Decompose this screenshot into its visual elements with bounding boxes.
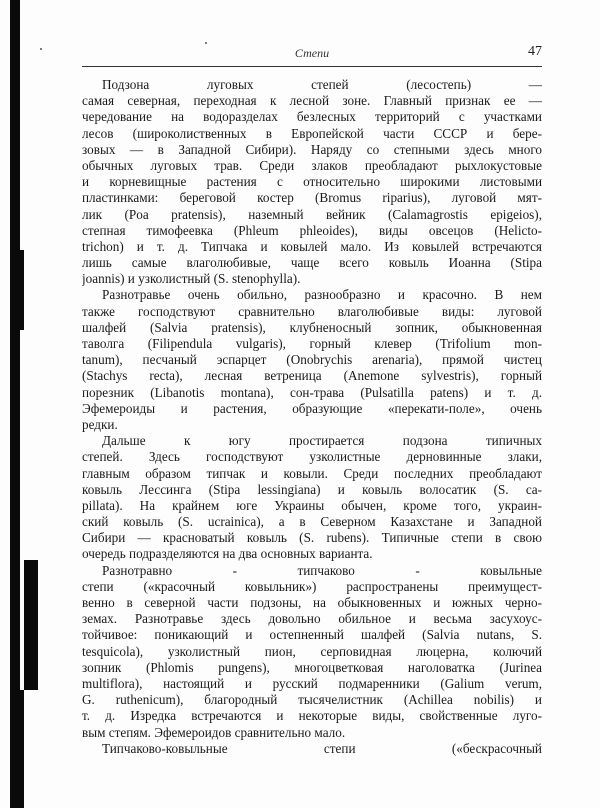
text-line: tesquicola), узколистный пион, серповидная люцерна, колючий bbox=[82, 643, 542, 659]
text-line: обычных луговых трав. Среди злаков преобладают рыхлокустовые bbox=[82, 157, 542, 173]
text-line: самая северная, переходная к лесной зоне. Главный признак ее — bbox=[82, 93, 542, 109]
text-line: шалфей (Salvia pratensis), клубненосный зопник, обыкновенная bbox=[82, 319, 542, 335]
body-text bbox=[82, 77, 542, 757]
text-line: G. ruthenicum), благородный тысячелистник (Achillea nobilis) и bbox=[82, 692, 542, 708]
text-line: Сибири — красноватый ковыль (S. rubens). Типичные степи в свою bbox=[82, 530, 542, 546]
text-line: лик (Poa pratensis), наземный вейник (Calamagrostis epigeios), bbox=[82, 206, 542, 222]
text-line: главным образом типчак и ковыли. Среди последних преобладают bbox=[82, 465, 542, 481]
text-line: вым степям. Эфемероидов сравнительно мало. bbox=[82, 724, 346, 740]
text-line: лишь самые влаголюбивые, чаще всего ковыль Иоанна (Stipa bbox=[82, 255, 542, 271]
text-line: пластинками: береговой костер (Bromus riparius), луговой мят- bbox=[82, 190, 542, 206]
scan-binding-edge bbox=[18, 250, 24, 330]
text-line: ский ковыль (S. ucrainica), а в Северном Казахстане и Западной bbox=[82, 514, 542, 530]
running-title: Степи bbox=[294, 46, 330, 60]
text-line: Типчаково-ковыльные степи («бескрасочный bbox=[102, 740, 542, 756]
text-line: т. д. Изредка встречаются и некоторые виды, свойственные луго- bbox=[82, 708, 542, 724]
text-line: (Stachys recta), лесная ветреница (Anemone sylvestris), горный bbox=[82, 368, 542, 384]
scan-binding-edge bbox=[24, 560, 38, 690]
text-line: тойчивое: поникающий и остепненный шалфей (Salvia nutans, S. bbox=[82, 627, 542, 643]
text-line: trichon) и т. д. Типчака и ковылей мало. Из ковылей встречаются bbox=[82, 238, 542, 254]
text-line: земах. Разнотравье здесь довольно обильное и весьма засухоус- bbox=[82, 611, 542, 627]
text-line: чередование на водоразделах безлесных территорий с участками bbox=[82, 109, 542, 125]
text-line: и корневищные растения с относительно широкими листовыми bbox=[82, 174, 542, 190]
text-line: лесов (широколиственных в Европейской части СССР и бере- bbox=[82, 125, 542, 141]
scan-binding-edge bbox=[10, 0, 20, 808]
text-line: Разнотравно - типчаково - ковыльные bbox=[102, 562, 542, 578]
text-line: венно в северной части подзоны, на обыкновенных и южных черно- bbox=[82, 595, 542, 610]
text-line: ковыль Лессинга (Stipa lessingiana) и ковыль волосатик (S. ca- bbox=[82, 481, 542, 497]
text-line: порезник (Libanotis montana), сон-трава (Pulsatilla patens) и т. д. bbox=[82, 384, 542, 400]
scan-speck bbox=[40, 48, 42, 50]
text-line: степи («красочный ковыльник») распространены преимущест- bbox=[82, 578, 542, 594]
text-line: Разнотравье очень обильно, разнообразно и красочно. В нем bbox=[102, 287, 542, 303]
text-line: Подзона луговых степей (лесостепь) — bbox=[102, 77, 542, 92]
text-line: редки. bbox=[82, 416, 118, 432]
text-line: таволга (Filipendula vulgaris), горный клевер (Trifolium mon- bbox=[82, 336, 542, 351]
page-header bbox=[82, 44, 542, 67]
text-line: степная тимофеевка (Phleum phleoides), виды овсецов (Helicto- bbox=[82, 222, 542, 238]
text-line: зопник (Phlomis pungens), многоцветковая наголоватка (Jurinea bbox=[82, 659, 542, 675]
text-line: степей. Здесь господствуют узколистные дерновинные злаки, bbox=[82, 449, 542, 465]
text-line: зовых — в Западной Сибири). Наряду со степными здесь много bbox=[82, 141, 542, 157]
text-line: pillata). На крайнем юге Украины обычен, кроме того, украин- bbox=[82, 497, 542, 513]
text-line: joannis) и узколистный (S. stenophylla). bbox=[82, 271, 301, 287]
page-number: 47 bbox=[528, 44, 542, 59]
text-line: tanum), песчаный эспарцет (Onobrychis arenaria), прямой чистец bbox=[82, 352, 542, 368]
text-line: Дальше к югу простирается подзона типичных bbox=[102, 433, 542, 449]
text-line: очередь подразделяются на два основных варианта. bbox=[82, 546, 373, 562]
scan-binding-edge bbox=[14, 690, 24, 808]
text-line: multiflora), настоящий и русский подмаренники (Galium verum, bbox=[82, 675, 542, 691]
text-line: Эфемероиды и растения, образующие «перекати-поле», очень bbox=[82, 400, 542, 416]
text-line: также господствуют сравнительно влаголюбивые виды: луговой bbox=[82, 303, 542, 319]
